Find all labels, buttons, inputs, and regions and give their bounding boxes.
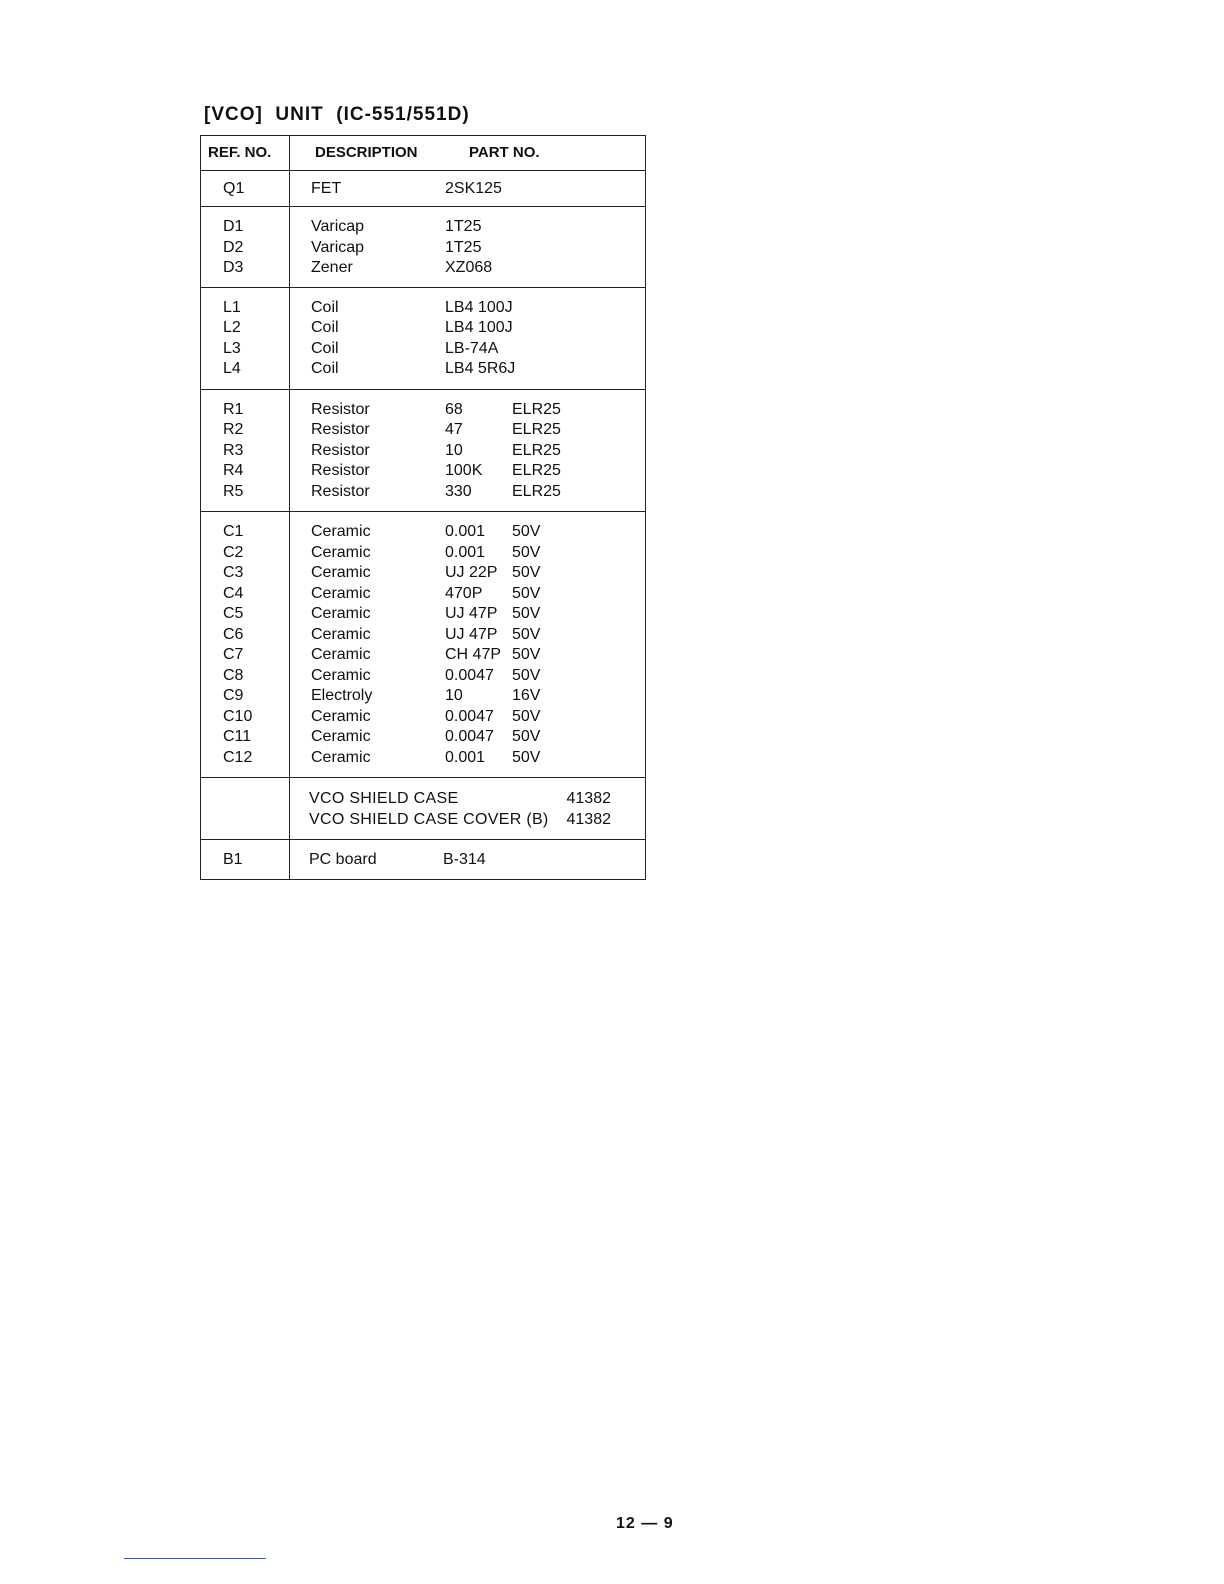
cell-ref: C3 [223,564,244,581]
cell-desc: Coil [311,360,339,377]
cell-part: 1T25 [445,218,482,235]
cell-desc: Electroly [311,687,373,704]
table-row [201,441,645,462]
cell-part: 0.0047 [445,707,494,725]
cell-ref: Q1 [223,179,245,197]
table-row [201,645,645,666]
cell-ref: R3 [223,441,244,459]
cell-ref: C6 [223,625,244,643]
cell-desc: Coil [311,319,339,336]
cell-desc: Ceramic [311,584,371,602]
cell-part: XZ068 [445,259,493,276]
table-row [201,318,645,339]
cell-desc: Ceramic [311,625,371,643]
cell-ext: 50V [512,625,541,643]
cell-part: 0.0047 [445,666,494,684]
cell-ref: C9 [223,687,244,704]
table-row [201,666,645,687]
accessories-section [201,777,645,839]
table-row [201,298,645,319]
table-row [201,543,645,564]
cell-desc: Resistor [311,462,370,479]
cell-desc: Varicap [311,218,365,235]
component-section [201,170,645,207]
cell-desc: Resistor [311,421,370,438]
cell-ref: D2 [223,238,244,256]
table-row [201,400,645,421]
cell-part: 470P [445,584,483,602]
table-row [201,258,645,279]
cell-ext: ELR25 [512,421,561,438]
table-row [201,727,645,748]
cell-part: 0.0047 [445,728,494,745]
cell-desc: Varicap [311,238,365,256]
cell-desc: Ceramic [311,728,371,745]
cell-ext: ELR25 [512,482,561,500]
cell-ext: 50V [512,707,541,725]
component-section [201,287,645,389]
cell-ref: D1 [223,218,244,235]
cell-ref: C5 [223,605,244,622]
cell-ref: L3 [223,339,241,357]
cell-ext: 50V [512,666,541,684]
cell-ref: C4 [223,584,244,602]
cell-desc: Resistor [311,400,370,418]
board-row: B1 PC board B-314 [223,851,486,868]
cell-part: UJ 47P [445,605,498,622]
table-row [201,563,645,584]
cell-part: 2SK125 [445,179,502,197]
cell-ref: C1 [223,523,244,540]
table-row [201,217,645,238]
cell-desc: FET [311,179,342,197]
cell-desc: Ceramic [311,707,371,725]
cell-ext: ELR25 [512,400,561,418]
cell-ext: 50V [512,584,541,602]
table-row [201,707,645,728]
cell-ref: D3 [223,259,244,276]
table-row [201,522,645,543]
cell-desc: Ceramic [311,646,371,663]
cell-desc: Ceramic [311,748,371,766]
cell-ref: R1 [223,400,244,418]
cell-ref: R4 [223,462,244,479]
cell-part: LB-74A [445,339,499,357]
cell-desc: Ceramic [311,543,371,561]
cell-ref: C8 [223,666,244,684]
cell-ext: 50V [512,748,541,766]
cell-ref: C11 [223,728,252,745]
table-row [201,420,645,441]
table-row [201,625,645,646]
cell-ref: R2 [223,421,244,438]
cell-part: 330 [445,482,472,500]
cell-desc: Coil [311,339,339,357]
table-row [201,359,645,380]
cell-ref: L4 [223,360,241,377]
cell-part: LB4 100J [445,298,513,316]
cell-ref: C2 [223,543,244,561]
cell-part: 47 [445,421,463,438]
cell-part: 10 [445,687,463,704]
header-description: DESCRIPTION [315,144,418,161]
cell-ref: L2 [223,319,241,336]
cell-ref: C7 [223,646,244,663]
table-header [201,136,645,170]
table-row [201,461,645,482]
cell-ext: 50V [512,564,541,581]
component-section [201,511,645,777]
cell-ext: 50V [512,728,541,745]
cell-ext: 50V [512,543,541,561]
cell-part: 100K [445,462,483,479]
accessory-row: VCO SHIELD CASE COVER (B) 41382 [309,810,611,828]
cell-desc: Ceramic [311,564,371,581]
page-title: [VCO] UNIT (IC-551/551D) [204,104,470,125]
table-row [201,686,645,707]
table-row [201,179,645,200]
cell-part: 68 [445,400,463,418]
cell-ref: L1 [223,298,241,316]
cell-part: UJ 47P [445,625,498,643]
cell-part: 0.001 [445,543,486,561]
table-row [201,482,645,503]
table-row [201,584,645,605]
cell-part: LB4 5R6J [445,360,516,377]
cell-desc: Ceramic [311,666,371,684]
cell-ref: C12 [223,748,253,766]
cell-desc: Ceramic [311,605,371,622]
cell-part: LB4 100J [445,319,513,336]
cell-ref: R5 [223,482,244,500]
cell-desc: Resistor [311,441,370,459]
divider [124,1558,266,1559]
cell-ext: 50V [512,523,541,540]
component-section [201,206,645,287]
component-section [201,389,645,512]
table-row [201,238,645,259]
header-ref: REF. NO. [208,144,272,161]
accessory-row: VCO SHIELD CASE 41382 [309,790,611,807]
cell-part: 10 [445,441,463,459]
table-row [201,748,645,769]
cell-ext: 50V [512,605,541,622]
cell-desc: Zener [311,259,353,276]
cell-ref: C10 [223,707,253,725]
table-row [201,339,645,360]
parts-table [200,135,646,880]
cell-part: 0.001 [445,748,486,766]
table-row [201,604,645,625]
cell-part: 0.001 [445,523,486,540]
cell-part: UJ 22P [445,564,498,581]
cell-ext: ELR25 [512,441,561,459]
cell-desc: Ceramic [311,523,371,540]
board-section [201,839,645,879]
cell-desc: Resistor [311,482,370,500]
cell-ext: 16V [512,687,541,704]
cell-ext: 50V [512,646,541,663]
cell-desc: Coil [311,298,339,316]
cell-part: 1T25 [445,238,482,256]
cell-ext: ELR25 [512,462,561,479]
page-number: 12 — 9 [616,1515,674,1532]
cell-part: CH 47P [445,646,502,663]
header-part-no: PART NO. [469,144,540,161]
